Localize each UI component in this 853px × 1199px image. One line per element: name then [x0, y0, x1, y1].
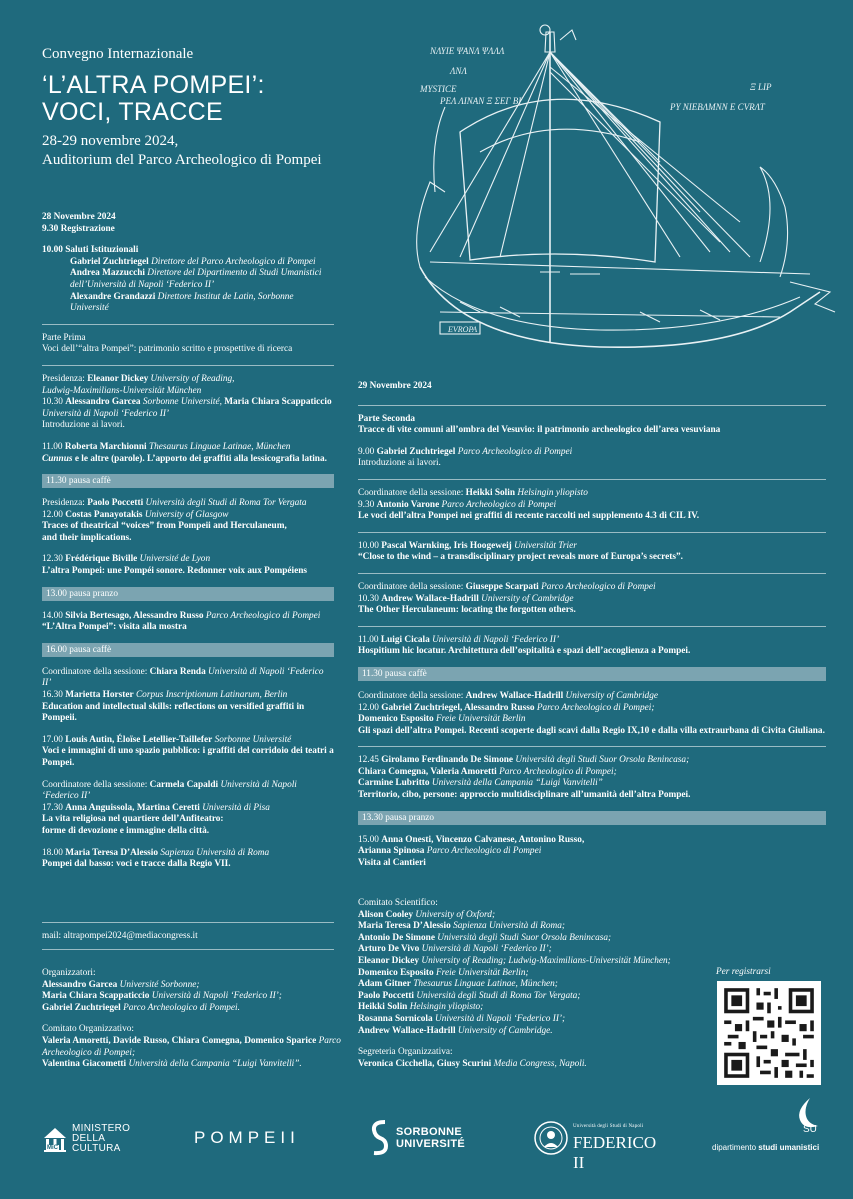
talk-time: 12.45	[358, 755, 379, 766]
event-venue: Auditorium del Parco Archeologico di Pompei	[42, 152, 322, 168]
speaker-affiliation: University of Cambridge	[481, 593, 574, 604]
talk-title: Hospitium hic locatur. Architettura dell’ospitalità e spazi dell’accoglienza a Pompei.	[358, 646, 691, 657]
speaker-affiliation: Università di Pisa	[202, 802, 270, 813]
speaker-name: Gabriel Zuchtriegel, Alessandro Russo	[381, 702, 535, 713]
registration: 9.30 Registrazione	[42, 223, 115, 234]
title-line-2: VOCI, TRACCE	[42, 98, 223, 126]
divider	[42, 324, 334, 325]
speaker-affiliation: Parco Archeologico di Pompei	[426, 846, 542, 857]
talk-time: 16.30	[42, 690, 63, 701]
member-affiliation: University of Oxford;	[415, 909, 496, 920]
talk-time: 17.00	[42, 734, 63, 745]
logo-text-line: SORBONNE	[396, 1126, 462, 1138]
speaker-name: Anna Anguissola, Martina Ceretti	[65, 802, 200, 813]
member-name: Andrew Wallace-Hadrill	[358, 1025, 456, 1036]
sorbonne-emblem-icon	[370, 1118, 390, 1158]
speaker-affiliation: Corpus Inscriptionum Latinarum, Berlin	[135, 690, 288, 701]
federico-ii-logo	[533, 1120, 663, 1172]
member-name: Arturo De Vivo	[358, 944, 420, 955]
logo-text-line: UNIVERSITÉ	[396, 1138, 466, 1150]
chair-affiliation: University of Reading,	[150, 373, 235, 384]
speaker-affiliation: Parco Archeologico di Pompei	[457, 446, 573, 457]
session-block	[358, 691, 826, 737]
talk-title: Gli spazi dell’altra Pompei. Recenti scoperte dagli scavi dalla Regio IX,10 e dalla villa extraurbana di Civita Giuliana.	[358, 725, 825, 736]
session-block	[42, 498, 334, 544]
talk-title: Pompei dal basso: voci e tracce dalla Regio VII.	[42, 859, 231, 870]
speaker-name: Alexandre Grandazzi	[70, 291, 156, 302]
talk-title: Introduzione ai lavori.	[358, 458, 441, 469]
member-affiliation: Università di Napoli ‘Federico II’;	[434, 1013, 566, 1024]
sorbonne-logo	[370, 1118, 480, 1162]
session-block	[42, 780, 334, 838]
break-bar: 11.30 pausa caffè	[358, 667, 826, 681]
organizer-name: Alessandro Garcea	[42, 979, 118, 990]
member-affiliation: Helsingin yliopisto;	[409, 1002, 484, 1013]
committee-label: Comitato Scientifico:	[358, 898, 438, 908]
speaker-affiliation: Sapienza Università di Roma	[160, 847, 270, 858]
talk-title: Territorio, cibo, persone: approccio multidisciplinare all’umanità dell’altra Pompei.	[358, 790, 691, 801]
talk-title: Introduzione ai lavori.	[42, 420, 125, 431]
member-affiliation: Sapienza Università di Roma;	[453, 921, 565, 932]
secretariat-name: Veronica Cicchella, Giusy Scurini	[358, 1058, 492, 1069]
organizer-affiliation: Université Sorbonne;	[119, 979, 200, 990]
talk-time: 12.00	[358, 702, 379, 713]
event-type: Convegno Internazionale	[42, 46, 194, 62]
speaker-name: Roberta Marchionni	[64, 441, 147, 452]
chair-name: Carmela Capaldi	[149, 779, 219, 790]
secretariat-label: Segreteria Organizzativa:	[358, 1047, 453, 1058]
talk-block	[42, 611, 334, 634]
speaker-affiliation: Università degli Studi Suor Orsola Benincasa;	[515, 755, 690, 766]
divider	[42, 949, 334, 950]
contact-email[interactable]: mail: altrapompei2024@mediacongress.it	[42, 931, 198, 941]
member-affiliation: Thesaurus Linguae Latinae, München;	[413, 979, 558, 990]
chair-affiliation: Università di Napoli ‘Federico II’	[42, 666, 324, 689]
break-bar: 13.00 pausa pranzo	[42, 587, 334, 601]
dsu-initials: SU	[803, 1124, 817, 1135]
speaker-name: Antonio Varone	[376, 499, 440, 510]
secretariat-affiliation: Media Congress, Napoli.	[493, 1058, 587, 1069]
speaker-name: Anna Onesti, Vincenzo Calvanese, Antonino Russo,	[381, 834, 585, 845]
talk-time: 15.00	[358, 834, 379, 845]
event-dates: 28-29 novembre 2024,	[42, 133, 179, 149]
speaker-name: Arianna Spinosa	[358, 846, 425, 857]
talk-block	[42, 848, 334, 871]
divider	[358, 405, 826, 406]
chair-label: Coordinatore della sessione:	[42, 666, 148, 677]
divider	[42, 922, 334, 923]
break-bar: 13.30 pausa pranzo	[358, 811, 826, 825]
talk-time: 18.00	[42, 847, 63, 858]
logo-text-line: FEDERICO II	[573, 1133, 657, 1172]
member-name: Paolo Poccetti	[358, 990, 415, 1001]
welcome-title: 10.00 Saluti Istituzionali	[42, 245, 139, 256]
member-name: Maria Teresa D’Alessio	[358, 921, 451, 932]
chair-name: Heikki Solin	[465, 487, 516, 498]
chair-label: Coordinatore della sessione:	[358, 487, 464, 498]
divider	[358, 746, 826, 747]
speaker-affiliation: Università di Napoli ‘Federico II’	[42, 408, 170, 419]
scientific-committee-block	[358, 898, 698, 1070]
speaker-affiliation: Direttore del Parco Archeologico di Pompei	[151, 256, 316, 267]
title-line-1: ‘L’ALTRA POMPEI’:	[42, 71, 265, 99]
graffito-text-3: MYSTICE	[420, 84, 457, 94]
talk-title: Visita al Cantieri	[358, 857, 426, 868]
organizer-affiliation: Parco Archeologico di Pompei.	[123, 1002, 240, 1013]
talk-title: Le voci dell’altra Pompei nei graffiti di recente raccolti nel supplemento 4.3 di CIL IV.	[358, 511, 700, 522]
talk-title: e le altre (parole). L’apporto dei graffiti alla lessicografia latina.	[74, 453, 327, 464]
contact-email-block	[42, 922, 334, 958]
member-name: Rosanna Sornicola	[358, 1013, 433, 1024]
ministero-emblem-icon	[42, 1126, 68, 1156]
speaker-affiliation: Parco Archeologico di Pompei	[205, 610, 321, 621]
logo-text-line: CULTURA	[72, 1143, 121, 1154]
member-name: Domenico Esposito	[358, 967, 434, 978]
speaker-name: Maria Chiara Scappaticcio	[224, 397, 332, 408]
organizer-affiliation: Parco	[318, 1035, 341, 1046]
talk-title: La vita religiosa nel quartiere dell’Anfiteatro:	[42, 814, 224, 825]
part-label: Parte Seconda	[358, 413, 416, 424]
day1-date: 28 Novembre 2024	[42, 212, 116, 222]
talk-time: 10.30	[358, 593, 379, 604]
pompeii-logo: POMPEII	[194, 1128, 300, 1147]
member-affiliation: University of Cambridge.	[457, 1025, 553, 1036]
talk-title: Voci e immagini di uno spazio pubblico: i graffiti del corridoio dei teatri a Pompei.	[42, 746, 334, 768]
session-block	[42, 374, 334, 432]
divider	[358, 532, 826, 533]
speaker-name: Andrea Mazzucchi	[70, 268, 145, 279]
talk-time: 10.00	[358, 540, 379, 551]
divider	[42, 365, 334, 366]
graffito-text-5: Ξ LIP	[750, 82, 772, 92]
speaker-affiliation: Universität Trier	[514, 540, 577, 551]
session-block	[42, 667, 334, 725]
talk-block	[42, 735, 334, 770]
speaker-affiliation: Università di Napoli ‘Federico II’	[432, 634, 560, 645]
program-day-1	[42, 212, 334, 880]
logo-text-line: studi umanistici	[758, 1143, 820, 1152]
event-dates-venue	[42, 132, 322, 170]
member-name: Eleanor Dickey	[358, 955, 420, 966]
part-title: Voci dell’“altra Pompei”: patrimonio scritto e prospettive di ricerca	[42, 344, 293, 355]
part-label: Parte Prima	[42, 332, 86, 343]
chair-label: Coordinatore della sessione:	[358, 690, 464, 701]
speaker-name: Louis Autin, Éloïse Letellier-Taillefer	[65, 734, 213, 745]
chair-name: Paolo Poccetti	[87, 498, 144, 509]
speaker-name: Silvia Bertesago, Alessandro Russo	[65, 610, 204, 621]
talk-block	[358, 835, 826, 870]
member-name: Antonio De Simone	[358, 932, 435, 943]
talk-time: 12.00	[42, 509, 63, 520]
chair-name: Eleanor Dickey	[87, 373, 149, 384]
part-title: Tracce di vite comuni all’ombra del Vesuvio: il patrimonio archeologico dell’area vesuviana	[358, 425, 721, 436]
chair-affiliation: Università degli Studi di Roma Tor Vergata	[145, 498, 307, 509]
chair-affiliation: University of Cambridge	[565, 690, 658, 701]
session-block	[358, 582, 826, 617]
speaker-affiliation: Parco Archeologico di Pompei;	[536, 702, 655, 713]
program-day-2	[358, 381, 826, 878]
member-affiliation: Freie Universität Berlin;	[436, 967, 529, 978]
talk-title: The Other Herculaneum: locating the forgotten others.	[358, 605, 576, 616]
speaker-name: Costas Panayotakis	[65, 509, 143, 520]
talk-title: “L’Altra Pompei”: visita alla mostra	[42, 622, 187, 633]
talk-block	[42, 442, 334, 465]
talk-time: 9.30	[358, 499, 375, 510]
talk-time: 14.00	[42, 610, 63, 621]
chair-affiliation: Ludwig-Maximilians-Universität München	[42, 385, 202, 396]
speaker-affiliation: Thesaurus Linguae Latinae, München	[148, 441, 291, 452]
speaker-affiliation: Università della Campania “Luigi Vanvitelli”	[431, 778, 603, 789]
chair-affiliation: Università di Napoli ‘Federico II’	[42, 779, 297, 802]
talk-title: and their implications.	[42, 532, 132, 543]
speaker-name: Gabriel Zuchtriegel	[70, 256, 149, 267]
day2-date: 29 Novembre 2024	[358, 381, 432, 391]
speaker-affiliation: Parco Archeologico di Pompei	[441, 499, 557, 510]
speaker-name: Domenico Esposito	[358, 714, 434, 725]
talk-title-italic: Cunnus	[42, 453, 73, 464]
speaker-name: Carmine Lubritto	[358, 778, 430, 789]
talk-time: 12.30	[42, 554, 63, 565]
speaker-affiliation: Direttore del Dipartimento di Studi Umanistici	[147, 268, 322, 279]
chair-name: Chiara Renda	[149, 666, 206, 677]
speaker-affiliation: Freie Universität Berlin	[436, 714, 526, 725]
speaker-affiliation: University of Glasgow	[144, 509, 229, 520]
talk-title: forme di devozione e immagine della città.	[42, 825, 210, 836]
graffito-text-2: ΛΝΛ	[450, 66, 467, 76]
talk-block	[42, 554, 334, 577]
chair-label: Coordinatore della sessione:	[358, 581, 464, 592]
speaker-name: Girolamo Ferdinando De Simone	[381, 755, 514, 766]
dsu-emblem-icon	[788, 1096, 824, 1136]
speaker-name: Andrew Wallace-Hadrill	[381, 593, 479, 604]
logo-text-line: DELLA	[72, 1133, 106, 1144]
chair-label: Presidenza:	[42, 373, 85, 384]
divider	[358, 573, 826, 574]
organizing-committee-label: Comitato Organizzativo:	[42, 1024, 135, 1035]
graffito-text-7: EVROPA	[448, 325, 478, 334]
member-affiliation: Università degli Studi di Roma Tor Vergata;	[416, 990, 581, 1001]
talk-title: L’altra Pompei: une Pompéi sonore. Redonner voix aux Pompéiens	[42, 566, 308, 577]
chair-affiliation: Helsingin yliopisto	[517, 487, 588, 498]
member-name: Heikki Solin	[358, 1002, 408, 1013]
speaker-name: Gabriel Zuchtriegel	[376, 446, 456, 457]
organizers-block	[42, 968, 342, 1071]
graffito-text-1: ΝΛΥΙΕ ΨΑΝΛ ΨΛΛΛ	[430, 46, 505, 56]
ministero-cultura-logo	[42, 1124, 132, 1158]
organizers-label: Organizzatori:	[42, 968, 96, 978]
dipartimento-studi-umanistici-logo	[712, 1096, 832, 1158]
talk-title: Traces of theatrical “voices” from Pompeii and Herculaneum,	[42, 521, 287, 532]
chair-label: Presidenza:	[42, 498, 85, 509]
speaker-name: Luigi Cicala	[380, 634, 430, 645]
talk-block	[358, 447, 826, 470]
talk-title: “Close to the wind – a transdisciplinary project reveals more of Europa’s secrets”.	[358, 552, 683, 563]
speaker-name: Marietta Horster	[65, 690, 134, 701]
session-block	[358, 488, 826, 523]
talk-time: 17.30	[42, 802, 63, 813]
break-bar: 11.30 pausa caffè	[42, 474, 334, 488]
talk-time: 10.30	[42, 397, 63, 408]
speaker-name: Maria Teresa D’Alessio	[65, 847, 159, 858]
divider	[358, 626, 826, 627]
ship-graffito-illustration	[400, 12, 840, 372]
organizer-name: Valentina Giacometti	[42, 1059, 127, 1070]
divider	[358, 479, 826, 480]
organizer-affiliation: Archeologico di Pompei;	[42, 1047, 136, 1058]
talk-time: 11.00	[42, 441, 63, 452]
member-affiliation: University of Reading; Ludwig-Maximilians-Universität München;	[421, 955, 671, 966]
chair-name: Andrew Wallace-Hadrill	[465, 690, 564, 701]
chair-name: Giuseppe Scarpati	[465, 581, 539, 592]
speaker-affiliation: Direttore Institut de Latin, Sorbonne Université	[70, 291, 294, 314]
talk-time: 11.00	[358, 634, 379, 645]
organizer-name: Valeria Amoretti, Davide Russo, Chiara Comegna, Domenico Sparice	[42, 1035, 317, 1046]
chair-label: Coordinatore della sessione:	[42, 779, 148, 790]
talk-title: Education and intellectual skills: reflections on versified graffiti in Pompeii.	[42, 701, 305, 724]
speaker-affiliation: dell’Università di Napoli ‘Federico II’	[70, 279, 215, 290]
page-title	[42, 72, 265, 126]
speaker-name: Pascal Warnking, Iris Hoogeweij	[381, 540, 512, 551]
welcome-block	[42, 245, 334, 315]
logo-text-line: dipartimento	[712, 1143, 757, 1152]
graffito-text-6: ΡΥ ΝΙΕΒΛΜΝΝ Ε CVRΛΤ	[670, 102, 765, 112]
break-bar: 16.00 pausa caffè	[42, 643, 334, 657]
member-affiliation: Università degli Studi Suor Orsola Benincasa;	[437, 932, 612, 943]
talk-block	[358, 635, 826, 658]
logo-text-line: Università degli Studi di Napoli	[573, 1124, 644, 1129]
organizer-name: Gabriel Zuchtriegel	[42, 1002, 121, 1013]
speaker-affiliation: Sorbonne Université	[214, 734, 292, 745]
speaker-name: Chiara Comegna, Valeria Amoretti	[358, 766, 497, 777]
talk-time: 9.00	[358, 446, 375, 457]
talk-block	[358, 755, 826, 801]
logo-text-line: MINISTERO	[72, 1123, 131, 1134]
member-name: Adam Gitner	[358, 979, 411, 990]
registration-qr-code[interactable]	[717, 981, 821, 1085]
organizer-name: Maria Chiara Scappaticcio	[42, 991, 150, 1002]
chair-affiliation: Parco Archeologico di Pompei	[541, 581, 656, 592]
member-affiliation: Università di Napoli ‘Federico II’;	[421, 944, 552, 955]
talk-block	[358, 541, 826, 564]
member-name: Alison Cooley	[358, 909, 414, 920]
speaker-name: Frédérique Biville	[65, 554, 138, 565]
speaker-affiliation: Parco Archeologico di Pompei;	[499, 766, 617, 777]
mic-label: MiC	[47, 1145, 58, 1151]
speaker-name: Alessandro Garcea	[65, 397, 141, 408]
graffito-text-4: ΡΕΛ ΛΙΝΑΝ Ξ ΣΕΓ ΒΙ	[440, 96, 522, 106]
register-label: Per registrarsi	[716, 967, 771, 977]
federico-seal-icon	[533, 1120, 569, 1156]
organizer-affiliation: Università della Campania “Luigi Vanvitelli”.	[128, 1059, 302, 1070]
speaker-affiliation: Sorbonne Université,	[142, 397, 222, 408]
organizer-affiliation: Università di Napoli ‘Federico II’;	[151, 991, 282, 1002]
speaker-affiliation: Université de Lyon	[139, 554, 211, 565]
